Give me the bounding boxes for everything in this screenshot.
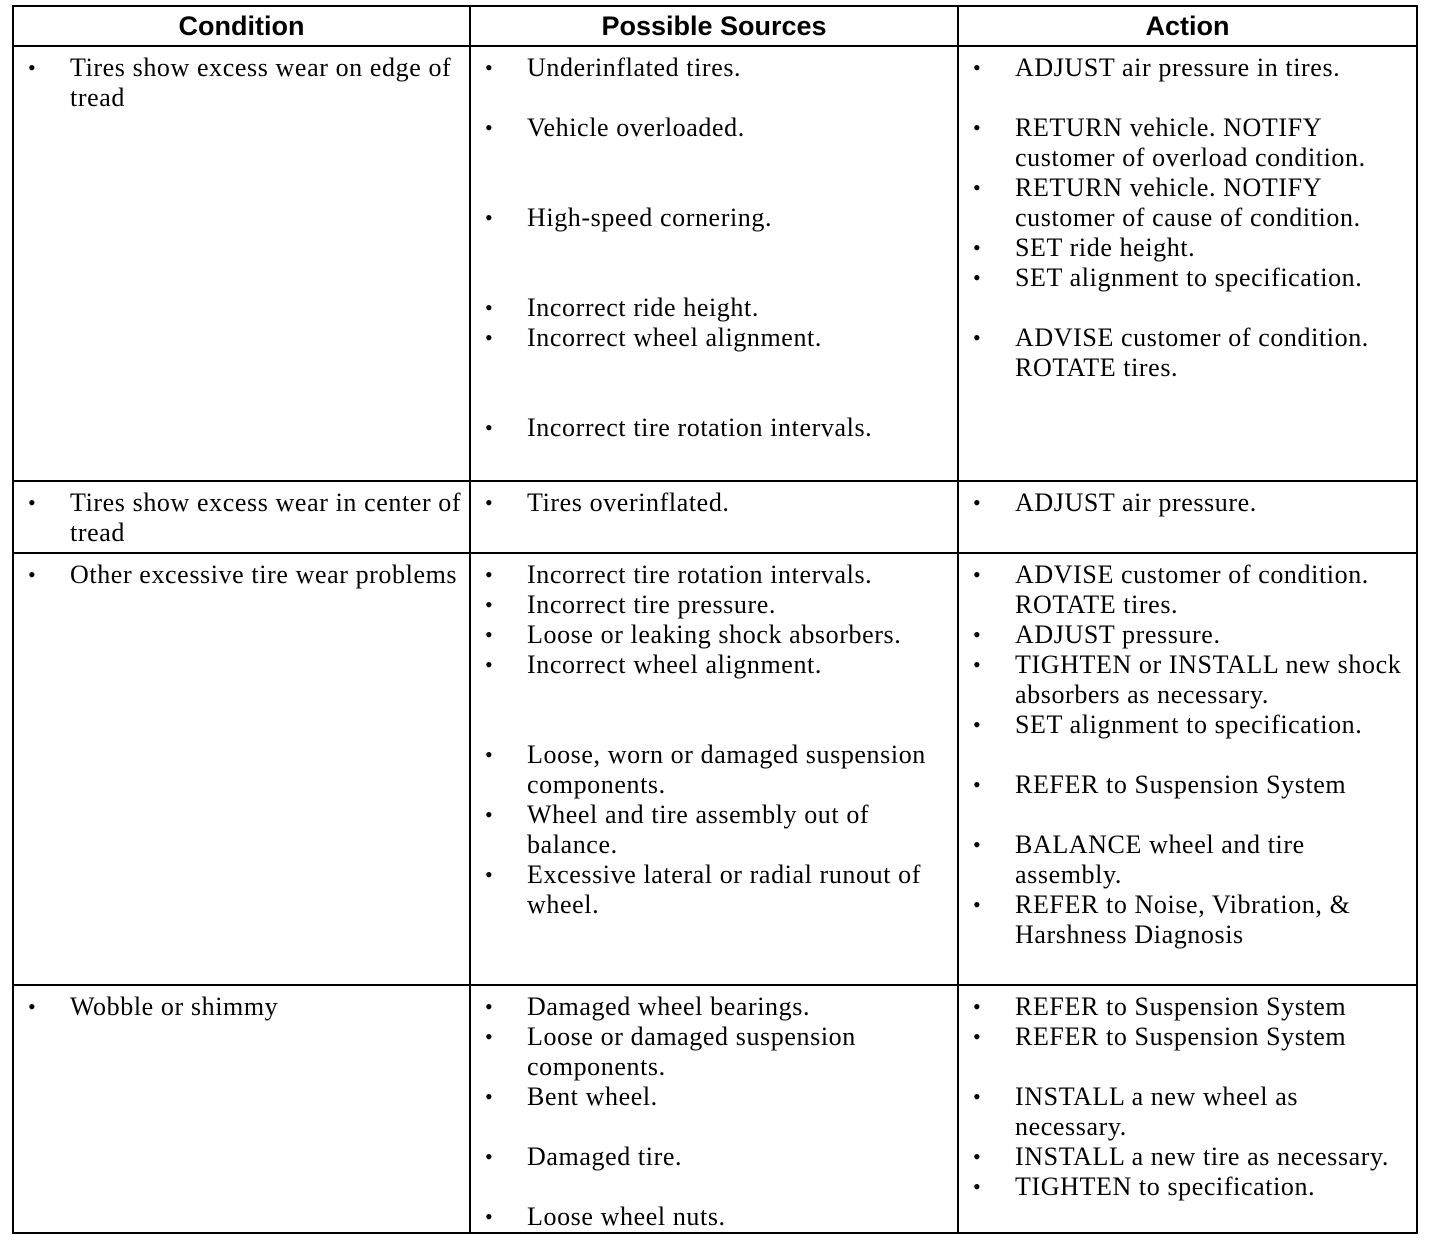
condition-text: Other excessive tire wear problems	[70, 560, 458, 589]
bullet: •	[485, 862, 494, 887]
action-item	[973, 710, 1412, 740]
source-text: Incorrect ride height.	[527, 293, 759, 322]
source-item	[485, 860, 953, 920]
action-cell	[958, 46, 1417, 481]
action-cell	[958, 985, 1417, 1233]
bullet: •	[973, 235, 982, 260]
action-item	[973, 1022, 1412, 1052]
bullet: •	[973, 994, 982, 1019]
action-text: INSTALL a new wheel as necessary.	[1015, 1082, 1299, 1141]
bullet: •	[485, 205, 494, 230]
bullet: •	[485, 1204, 494, 1229]
header-possible-sources: Possible Sources	[470, 6, 958, 46]
bullet: •	[973, 652, 982, 677]
bullet: •	[973, 772, 982, 797]
bullet: •	[485, 1024, 494, 1049]
header-action: Action	[958, 6, 1417, 46]
bullet: •	[973, 490, 982, 515]
bullet: •	[485, 1144, 494, 1169]
table-row	[13, 46, 1417, 481]
action-item	[973, 323, 1412, 383]
bullet: •	[485, 325, 494, 350]
bullet: •	[485, 1084, 494, 1109]
source-item	[485, 740, 953, 800]
action-item	[973, 173, 1412, 233]
bullet: •	[485, 490, 494, 515]
action-item	[973, 263, 1412, 293]
diagnosis-table-container	[12, 5, 1416, 1234]
action-item	[973, 488, 1412, 518]
sources-cell	[470, 553, 958, 985]
source-item	[485, 1022, 953, 1082]
action-text: TIGHTEN to specification.	[1015, 1172, 1316, 1201]
action-text: ADJUST air pressure in tires.	[1015, 53, 1341, 82]
action-item	[973, 992, 1412, 1022]
action-text: RETURN vehicle. NOTIFY customer of overload condition.	[1015, 113, 1366, 172]
action-item	[973, 620, 1412, 650]
condition-item	[28, 560, 465, 590]
action-item	[973, 113, 1412, 173]
bullet: •	[973, 175, 982, 200]
bullet: •	[973, 1084, 982, 1109]
source-item	[485, 323, 953, 353]
source-text: Vehicle overloaded.	[527, 113, 745, 142]
action-item	[973, 650, 1412, 710]
source-item	[485, 488, 953, 518]
source-item	[485, 203, 953, 233]
action-text: REFER to Suspension System	[1015, 992, 1347, 1021]
bullet: •	[973, 1174, 982, 1199]
source-text: Incorrect tire rotation intervals.	[527, 413, 873, 442]
action-item	[973, 53, 1412, 83]
condition-item	[28, 992, 465, 1022]
action-item	[973, 890, 1412, 950]
source-text: Excessive lateral or radial runout of wheel.	[527, 860, 921, 919]
bullet: •	[28, 55, 37, 80]
bullet: •	[973, 1144, 982, 1169]
source-text: Loose wheel nuts.	[527, 1202, 726, 1231]
action-item	[973, 1142, 1412, 1172]
source-text: Incorrect tire pressure.	[527, 590, 776, 619]
source-text: Loose or leaking shock absorbers.	[527, 620, 902, 649]
action-text: ADJUST air pressure.	[1015, 488, 1257, 517]
bullet: •	[485, 622, 494, 647]
action-text: INSTALL a new tire as necessary.	[1015, 1142, 1389, 1171]
condition-cell	[13, 553, 470, 985]
source-text: Underinflated tires.	[527, 53, 742, 82]
action-text: ADVISE customer of condition. ROTATE tires.	[1015, 323, 1369, 382]
source-text: Incorrect wheel alignment.	[527, 650, 822, 679]
bullet: •	[485, 55, 494, 80]
source-text: Damaged wheel bearings.	[527, 992, 811, 1021]
source-item	[485, 1142, 953, 1172]
action-text: RETURN vehicle. NOTIFY customer of cause of condition.	[1015, 173, 1361, 232]
table-row	[13, 553, 1417, 985]
action-cell	[958, 481, 1417, 553]
condition-cell	[13, 481, 470, 553]
source-text: High-speed cornering.	[527, 203, 773, 232]
action-text: REFER to Suspension System	[1015, 1022, 1347, 1051]
bullet: •	[485, 592, 494, 617]
action-text: BALANCE wheel and tire assembly.	[1015, 830, 1305, 889]
bullet: •	[485, 802, 494, 827]
bullet: •	[485, 295, 494, 320]
source-item	[485, 53, 953, 83]
condition-cell	[13, 46, 470, 481]
action-item	[973, 1082, 1412, 1142]
action-text: REFER to Noise, Vibration, & Harshness Diagnosis	[1015, 890, 1351, 949]
source-item	[485, 620, 953, 650]
source-item	[485, 113, 953, 143]
action-text: REFER to Suspension System	[1015, 770, 1347, 799]
source-text: Damaged tire.	[527, 1142, 683, 1171]
bullet: •	[485, 115, 494, 140]
bullet: •	[973, 115, 982, 140]
source-text: Tires overinflated.	[527, 488, 730, 517]
bullet: •	[485, 742, 494, 767]
tire-wear-diagnosis-table	[12, 5, 1418, 1234]
header-row	[13, 6, 1417, 46]
condition-text: Tires show excess wear in center of tread	[70, 488, 462, 547]
source-item	[485, 560, 953, 590]
condition-cell	[13, 985, 470, 1233]
action-item	[973, 560, 1412, 620]
source-text: Incorrect tire rotation intervals.	[527, 560, 873, 589]
bullet: •	[973, 562, 982, 587]
condition-item	[28, 53, 465, 113]
action-cell	[958, 553, 1417, 985]
action-text: TIGHTEN or INSTALL new shock absorbers as necessary.	[1015, 650, 1402, 709]
bullet: •	[973, 892, 982, 917]
bullet: •	[485, 562, 494, 587]
bullet: •	[973, 55, 982, 80]
action-text: SET alignment to specification.	[1015, 263, 1363, 292]
source-text: Incorrect wheel alignment.	[527, 323, 822, 352]
source-item	[485, 992, 953, 1022]
source-item	[485, 650, 953, 680]
action-item	[973, 1172, 1412, 1202]
action-text: ADVISE customer of condition. ROTATE tires.	[1015, 560, 1369, 619]
sources-cell	[470, 985, 958, 1233]
bullet: •	[485, 415, 494, 440]
table-row	[13, 985, 1417, 1233]
condition-item	[28, 488, 465, 548]
action-text: SET ride height.	[1015, 233, 1196, 262]
source-text: Bent wheel.	[527, 1082, 658, 1111]
source-item	[485, 1082, 953, 1112]
bullet: •	[28, 562, 37, 587]
bullet: •	[973, 265, 982, 290]
bullet: •	[28, 490, 37, 515]
source-item	[485, 1202, 953, 1232]
source-text: Wheel and tire assembly out of balance.	[527, 800, 870, 859]
bullet: •	[28, 994, 37, 1019]
bullet: •	[973, 325, 982, 350]
source-item	[485, 590, 953, 620]
condition-text: Tires show excess wear on edge of tread	[70, 53, 452, 112]
bullet: •	[973, 832, 982, 857]
source-text: Loose or damaged suspension components.	[527, 1022, 856, 1081]
bullet: •	[973, 1024, 982, 1049]
action-text: SET alignment to specification.	[1015, 710, 1363, 739]
action-item	[973, 233, 1412, 263]
bullet: •	[973, 712, 982, 737]
sources-cell	[470, 481, 958, 553]
condition-text: Wobble or shimmy	[70, 992, 279, 1021]
source-item	[485, 293, 953, 323]
header-condition: Condition	[13, 6, 470, 46]
bullet: •	[485, 994, 494, 1019]
source-item	[485, 413, 953, 443]
action-text: ADJUST pressure.	[1015, 620, 1221, 649]
bullet: •	[485, 652, 494, 677]
action-item	[973, 770, 1412, 800]
action-item	[973, 830, 1412, 890]
source-item	[485, 800, 953, 860]
bullet: •	[973, 622, 982, 647]
table-row	[13, 481, 1417, 553]
source-text: Loose, worn or damaged suspension components.	[527, 740, 926, 799]
sources-cell	[470, 46, 958, 481]
